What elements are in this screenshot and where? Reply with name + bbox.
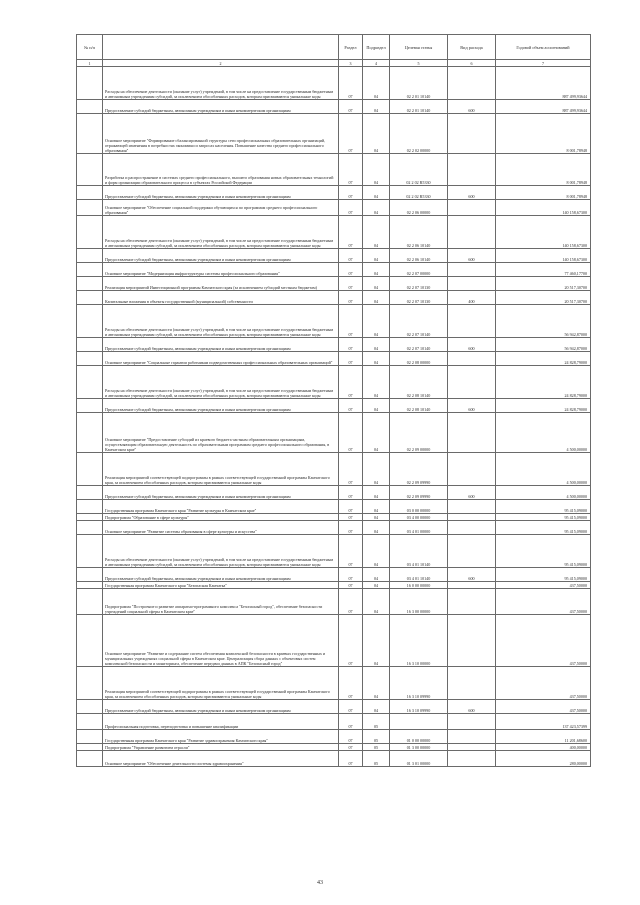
- cell-amount: 8 001,78948: [496, 154, 591, 186]
- cell-expense-type: [448, 615, 496, 667]
- cell-description: Расходы на обеспечение деятельности (оказание услуг) учреждений, в том числе на предоставление государственным бюджетным и автономным учреждениям субсидий, за исключением обособленных расходов, которым присваиваются уникальные коды: [103, 67, 339, 100]
- cell-expense-type: [448, 114, 496, 154]
- table-row: [77, 413, 591, 453]
- cell-no: [77, 399, 103, 413]
- table-row: [77, 100, 591, 114]
- cell-podrazdel: 04: [363, 568, 390, 582]
- table-row: [77, 453, 591, 486]
- cell-no: [77, 589, 103, 615]
- cell-amount: 4 500,00000: [496, 453, 591, 486]
- cell-target-article: 02 2 08 00000: [390, 352, 448, 366]
- cell-no: [77, 200, 103, 216]
- cell-target-article: 03 4 01 10140: [390, 568, 448, 582]
- header-annual-amount: Годовой объем ассигнований: [496, 35, 591, 60]
- cell-razdel: 07: [339, 399, 363, 413]
- table-row: [77, 667, 591, 700]
- cell-no: [77, 535, 103, 568]
- cell-target-article: 01 0 00 00000: [390, 730, 448, 744]
- header-target-article: Целевая статья: [390, 35, 448, 60]
- cell-description: Подпрограмма "Управление развитием отрасли": [103, 744, 339, 751]
- table-body: [77, 67, 591, 767]
- cell-no: [77, 751, 103, 767]
- table-row: [77, 277, 591, 291]
- cell-podrazdel: 04: [363, 249, 390, 263]
- column-number: 1: [77, 60, 103, 67]
- cell-target-article: 03 4 00 00000: [390, 514, 448, 521]
- table-row: [77, 399, 591, 413]
- cell-description: Основное мероприятие "Формирование сбалансированной структуры сети профессиональных образовательных организаций, отражающей изменения в потребностях экономики и запросах населения. Повышение качества среднего профессионального образования": [103, 114, 339, 154]
- cell-description: Государственная программа Камчатского края "Безопасная Камчатка": [103, 582, 339, 589]
- cell-target-article: 16 3 10 09990: [390, 700, 448, 714]
- cell-description: Основное мероприятие "Обеспечение деятельности системы здравоохранения": [103, 751, 339, 767]
- cell-razdel: 07: [339, 352, 363, 366]
- cell-podrazdel: 04: [363, 615, 390, 667]
- table-row: [77, 154, 591, 186]
- table-row: [77, 305, 591, 338]
- cell-expense-type: 600: [448, 249, 496, 263]
- cell-description: Основное мероприятие "Социальные гарантии работникам подведомственных профессиональных образовательных организаций": [103, 352, 339, 366]
- cell-no: [77, 744, 103, 751]
- cell-razdel: 07: [339, 589, 363, 615]
- cell-podrazdel: 04: [363, 500, 390, 514]
- cell-amount: 8 001,78948: [496, 114, 591, 154]
- cell-description: Профессиональная подготовка, переподготовка и повышение квалификации: [103, 714, 339, 730]
- cell-podrazdel: 04: [363, 305, 390, 338]
- cell-amount: 4 500,00000: [496, 486, 591, 500]
- cell-no: [77, 216, 103, 249]
- cell-expense-type: [448, 453, 496, 486]
- cell-amount: 887 499,93644: [496, 100, 591, 114]
- cell-podrazdel: 04: [363, 366, 390, 399]
- budget-table-sheet: [76, 34, 590, 767]
- cell-target-article: 02 2 07 10140: [390, 338, 448, 352]
- cell-amount: 95 415,09000: [496, 535, 591, 568]
- cell-description: Расходы на обеспечение деятельности (оказание услуг) учреждений, в том числе на предоставление государственным бюджетным и автономным учреждениям субсидий, за исключением обособленных расходов, которым присваиваются уникальные коды: [103, 305, 339, 338]
- cell-expense-type: [448, 514, 496, 521]
- cell-podrazdel: 04: [363, 521, 390, 535]
- cell-podrazdel: 04: [363, 486, 390, 500]
- column-number: 6: [448, 60, 496, 67]
- cell-description: Основное мероприятие "Предоставление субсидий из краевого бюджета частным образовательным организациям, осуществляющим образовательную деятельность по образовательным программам среднего профессионального образования, в Камчатском крае": [103, 413, 339, 453]
- cell-target-article: 02 2 09 09990: [390, 453, 448, 486]
- cell-razdel: 07: [339, 67, 363, 100]
- cell-description: Реализация мероприятий Инвестиционной программы Камчатского края (за исключением субсидий местным бюджетам): [103, 277, 339, 291]
- table-row: [77, 589, 591, 615]
- cell-no: [77, 730, 103, 744]
- cell-expense-type: [448, 200, 496, 216]
- cell-description: Государственная программа Камчатского края "Развитие здравоохранения Камчатского края": [103, 730, 339, 744]
- cell-description: Разработка и распространение в системах среднего профессионального, высшего образования новых образовательных технологий и форм организации образовательного процесса в субъектах Российской Федерации: [103, 154, 339, 186]
- cell-razdel: 07: [339, 667, 363, 700]
- table-row: [77, 186, 591, 200]
- cell-no: [77, 263, 103, 277]
- cell-amount: 95 415,09000: [496, 568, 591, 582]
- cell-podrazdel: 05: [363, 714, 390, 730]
- cell-podrazdel: 04: [363, 514, 390, 521]
- cell-amount: 11 201,68600: [496, 730, 591, 744]
- cell-razdel: 07: [339, 186, 363, 200]
- cell-description: Основное мероприятие "Модернизация инфраструктуры системы профессионального образования": [103, 263, 339, 277]
- cell-expense-type: [448, 730, 496, 744]
- cell-podrazdel: 04: [363, 186, 390, 200]
- cell-razdel: 07: [339, 714, 363, 730]
- cell-razdel: 07: [339, 744, 363, 751]
- cell-razdel: 07: [339, 535, 363, 568]
- cell-amount: 77 460,17700: [496, 263, 591, 277]
- cell-target-article: 02 2 06 00000: [390, 200, 448, 216]
- table-row: [77, 744, 591, 751]
- cell-no: [77, 667, 103, 700]
- table-row: [77, 582, 591, 589]
- cell-amount: 56 942,87000: [496, 338, 591, 352]
- cell-razdel: 07: [339, 413, 363, 453]
- cell-podrazdel: 04: [363, 100, 390, 114]
- cell-no: [77, 305, 103, 338]
- cell-razdel: 07: [339, 216, 363, 249]
- cell-description: Расходы на обеспечение деятельности (оказание услуг) учреждений, в том числе на предоставление государственным бюджетным и автономным учреждениям субсидий, за исключением обособленных расходов, которым присваиваются уникальные коды: [103, 366, 339, 399]
- cell-razdel: 07: [339, 751, 363, 767]
- cell-expense-type: [448, 154, 496, 186]
- cell-target-article: 02 2 01 10140: [390, 100, 448, 114]
- cell-description: Предоставление субсидий бюджетным, автономным учреждениям и иным некоммерческим организациям: [103, 700, 339, 714]
- column-number: 7: [496, 60, 591, 67]
- cell-target-article: 03 0 00 00000: [390, 500, 448, 514]
- cell-amount: 4 500,00000: [496, 413, 591, 453]
- cell-expense-type: 600: [448, 186, 496, 200]
- cell-no: [77, 521, 103, 535]
- cell-no: [77, 486, 103, 500]
- cell-razdel: 07: [339, 514, 363, 521]
- cell-amount: 20 517,30700: [496, 277, 591, 291]
- cell-amount: 95 415,09000: [496, 521, 591, 535]
- cell-description: Основное мероприятие "Обеспечение социальной поддержки обучающихся по программам среднего профессионального образования": [103, 200, 339, 216]
- cell-amount: 140 158,67300: [496, 216, 591, 249]
- cell-target-article: 02 2 01 10140: [390, 67, 448, 100]
- cell-podrazdel: 04: [363, 114, 390, 154]
- cell-razdel: 07: [339, 615, 363, 667]
- cell-amount: 24 828,79000: [496, 352, 591, 366]
- cell-podrazdel: 04: [363, 67, 390, 100]
- cell-expense-type: [448, 67, 496, 100]
- cell-amount: 437,50000: [496, 700, 591, 714]
- column-number: 2: [103, 60, 339, 67]
- cell-no: [77, 291, 103, 305]
- cell-razdel: 07: [339, 366, 363, 399]
- table-row: [77, 751, 591, 767]
- table-row: [77, 500, 591, 514]
- cell-podrazdel: 05: [363, 730, 390, 744]
- cell-description: Подпрограмма "Построение и развитие аппаратно-программного комплекса "Безопасный город", обеспечение безопасности учреждений социальной сферы в Камчатском крае": [103, 589, 339, 615]
- cell-expense-type: [448, 366, 496, 399]
- cell-description: Предоставление субсидий бюджетным, автономным учреждениям и иным некоммерческим организациям: [103, 399, 339, 413]
- cell-amount: 140 158,67300: [496, 200, 591, 216]
- cell-expense-type: [448, 751, 496, 767]
- cell-expense-type: [448, 589, 496, 615]
- cell-target-article: 03 4 01 10140: [390, 535, 448, 568]
- table-row: [77, 263, 591, 277]
- cell-target-article: 02 2 08 10140: [390, 366, 448, 399]
- cell-target-article: 16 3 10 00000: [390, 615, 448, 667]
- cell-description: Государственная программа Камчатского края "Развитие культуры в Камчатском крае": [103, 500, 339, 514]
- table-row: [77, 67, 591, 100]
- table-row: [77, 615, 591, 667]
- cell-expense-type: 600: [448, 338, 496, 352]
- cell-amount: 24 828,79000: [496, 399, 591, 413]
- cell-target-article: 02 2 02 R5330: [390, 186, 448, 200]
- cell-description: Реализация мероприятий соответствующей подпрограммы в рамках соответствующей государственной программы Камчатского края, за исключением обособленных расходов, которым присваиваются уникальные коды: [103, 453, 339, 486]
- cell-target-article: 03 4 01 00000: [390, 521, 448, 535]
- cell-podrazdel: 05: [363, 744, 390, 751]
- cell-target-article: 02 2 02 R5330: [390, 154, 448, 186]
- cell-razdel: 07: [339, 114, 363, 154]
- cell-target-article: 02 2 07 10130: [390, 291, 448, 305]
- cell-podrazdel: 04: [363, 263, 390, 277]
- cell-amount: 95 415,09000: [496, 514, 591, 521]
- cell-razdel: 07: [339, 291, 363, 305]
- cell-podrazdel: 04: [363, 667, 390, 700]
- cell-target-article: 02 2 06 10140: [390, 249, 448, 263]
- column-numbers-row: [77, 60, 591, 67]
- cell-expense-type: [448, 500, 496, 514]
- cell-podrazdel: 04: [363, 216, 390, 249]
- cell-expense-type: [448, 744, 496, 751]
- cell-description: Предоставление субсидий бюджетным, автономным учреждениям и иным некоммерческим организациям: [103, 249, 339, 263]
- cell-target-article: 02 2 09 00000: [390, 413, 448, 453]
- cell-razdel: 07: [339, 700, 363, 714]
- cell-expense-type: [448, 216, 496, 249]
- cell-expense-type: [448, 413, 496, 453]
- cell-expense-type: 600: [448, 700, 496, 714]
- cell-amount: 24 828,79000: [496, 366, 591, 399]
- cell-podrazdel: 04: [363, 277, 390, 291]
- table-row: [77, 200, 591, 216]
- column-number: 4: [363, 60, 390, 67]
- cell-amount: 437,50000: [496, 582, 591, 589]
- cell-description: Расходы на обеспечение деятельности (оказание услуг) учреждений, в том числе на предоставление государственным бюджетным и автономным учреждениям субсидий, за исключением обособленных расходов, которым присваиваются уникальные коды: [103, 216, 339, 249]
- cell-expense-type: 600: [448, 399, 496, 413]
- table-row: [77, 338, 591, 352]
- table-row: [77, 291, 591, 305]
- cell-no: [77, 413, 103, 453]
- budget-table: [76, 34, 591, 767]
- cell-amount: 95 415,09000: [496, 500, 591, 514]
- cell-amount: 137 423,57399: [496, 714, 591, 730]
- cell-no: [77, 514, 103, 521]
- cell-amount: 140 158,67300: [496, 249, 591, 263]
- cell-target-article: 02 2 09 09990: [390, 486, 448, 500]
- cell-no: [77, 568, 103, 582]
- cell-podrazdel: 04: [363, 582, 390, 589]
- cell-no: [77, 714, 103, 730]
- cell-target-article: 02 2 07 00000: [390, 263, 448, 277]
- cell-podrazdel: 04: [363, 154, 390, 186]
- cell-razdel: 07: [339, 154, 363, 186]
- cell-expense-type: 600: [448, 100, 496, 114]
- cell-no: [77, 500, 103, 514]
- cell-expense-type: [448, 263, 496, 277]
- table-row: [77, 714, 591, 730]
- cell-razdel: 07: [339, 568, 363, 582]
- cell-no: [77, 366, 103, 399]
- cell-amount: 20 517,30700: [496, 291, 591, 305]
- cell-razdel: 07: [339, 249, 363, 263]
- cell-description: Расходы на обеспечение деятельности (оказание услуг) учреждений, в том числе на предоставление государственным бюджетным и автономным учреждениям субсидий, за исключением обособленных расходов, которым присваиваются уникальные коды: [103, 535, 339, 568]
- cell-razdel: 07: [339, 305, 363, 338]
- cell-description: Подпрограмма "Образование в сфере культуры": [103, 514, 339, 521]
- cell-target-article: [390, 714, 448, 730]
- cell-no: [77, 154, 103, 186]
- page-number: 43: [317, 880, 323, 886]
- cell-razdel: 07: [339, 100, 363, 114]
- cell-razdel: 07: [339, 263, 363, 277]
- cell-razdel: 07: [339, 521, 363, 535]
- cell-target-article: 16 3 00 00000: [390, 589, 448, 615]
- cell-target-article: 02 2 07 10130: [390, 277, 448, 291]
- cell-amount: 887 499,93644: [496, 67, 591, 100]
- cell-target-article: 01 3 01 00000: [390, 751, 448, 767]
- table-row: [77, 114, 591, 154]
- table-row: [77, 730, 591, 744]
- cell-no: [77, 338, 103, 352]
- cell-razdel: 07: [339, 338, 363, 352]
- table-row: [77, 249, 591, 263]
- header-name: [103, 35, 339, 60]
- cell-description: Капитальные вложения в объекты государственной (муниципальной) собственности: [103, 291, 339, 305]
- cell-amount: 56 942,87000: [496, 305, 591, 338]
- cell-podrazdel: 04: [363, 535, 390, 568]
- cell-target-article: 02 2 07 10140: [390, 305, 448, 338]
- cell-no: [77, 453, 103, 486]
- cell-podrazdel: 04: [363, 453, 390, 486]
- cell-expense-type: 600: [448, 486, 496, 500]
- cell-amount: 437,50000: [496, 589, 591, 615]
- cell-razdel: 07: [339, 453, 363, 486]
- table-row: [77, 521, 591, 535]
- cell-razdel: 07: [339, 582, 363, 589]
- cell-no: [77, 67, 103, 100]
- table-row: [77, 366, 591, 399]
- header-razdel: Раздел: [339, 35, 363, 60]
- cell-description: Предоставление субсидий бюджетным, автономным учреждениям и иным некоммерческим организациям: [103, 186, 339, 200]
- cell-target-article: 02 2 06 10140: [390, 216, 448, 249]
- cell-expense-type: 600: [448, 568, 496, 582]
- cell-razdel: 07: [339, 277, 363, 291]
- cell-expense-type: 400: [448, 291, 496, 305]
- cell-expense-type: [448, 352, 496, 366]
- cell-description: Предоставление субсидий бюджетным, автономным учреждениям и иным некоммерческим организациям: [103, 100, 339, 114]
- header-no: № п/п: [77, 35, 103, 60]
- cell-expense-type: [448, 714, 496, 730]
- cell-amount: 8 001,78948: [496, 186, 591, 200]
- cell-expense-type: [448, 277, 496, 291]
- header-expense-type: Вид расхода: [448, 35, 496, 60]
- cell-podrazdel: 04: [363, 291, 390, 305]
- table-row: [77, 486, 591, 500]
- cell-podrazdel: 05: [363, 751, 390, 767]
- cell-no: [77, 114, 103, 154]
- table-row: [77, 568, 591, 582]
- table-header-row: [77, 35, 591, 60]
- cell-description: Основное мероприятие "Развитие системы образования в сфере культуры и искусства": [103, 521, 339, 535]
- cell-no: [77, 249, 103, 263]
- table-row: [77, 535, 591, 568]
- cell-podrazdel: 04: [363, 589, 390, 615]
- cell-razdel: 07: [339, 500, 363, 514]
- cell-target-article: 16 3 10 09990: [390, 667, 448, 700]
- table-row: [77, 514, 591, 521]
- table-row: [77, 352, 591, 366]
- cell-expense-type: [448, 582, 496, 589]
- cell-amount: 437,50000: [496, 667, 591, 700]
- cell-amount: 437,50000: [496, 615, 591, 667]
- cell-no: [77, 352, 103, 366]
- cell-no: [77, 100, 103, 114]
- cell-description: Реализация мероприятий соответствующей подпрограммы в рамках соответствующей государственной программы Камчатского края, за исключением обособленных расходов, которым присваиваются уникальные коды: [103, 667, 339, 700]
- cell-description: Предоставление субсидий бюджетным, автономным учреждениям и иным некоммерческим организациям: [103, 568, 339, 582]
- cell-podrazdel: 04: [363, 700, 390, 714]
- cell-razdel: 07: [339, 486, 363, 500]
- cell-no: [77, 700, 103, 714]
- cell-razdel: 07: [339, 730, 363, 744]
- cell-amount: 280,00000: [496, 751, 591, 767]
- cell-target-article: 16 0 00 00000: [390, 582, 448, 589]
- cell-target-article: 01 3 00 00000: [390, 744, 448, 751]
- cell-no: [77, 582, 103, 589]
- cell-amount: 400,00000: [496, 744, 591, 751]
- cell-expense-type: [448, 535, 496, 568]
- table-row: [77, 700, 591, 714]
- cell-no: [77, 277, 103, 291]
- cell-description: Основное мероприятие "Развитие и содержание систем обеспечения комплексной безопасности в краевых государственных и муниципальных учреждениях социальной сферы в Камчатском крае. Централизация сбора данных с объектовых систем комплексной безопасности и мониторинга, обеспечение передачи данных в АПК "Безопасный город": [103, 615, 339, 667]
- cell-razdel: 07: [339, 200, 363, 216]
- cell-expense-type: [448, 305, 496, 338]
- cell-podrazdel: 04: [363, 200, 390, 216]
- cell-target-article: 02 2 02 00000: [390, 114, 448, 154]
- cell-expense-type: [448, 521, 496, 535]
- cell-description: Предоставление субсидий бюджетным, автономным учреждениям и иным некоммерческим организациям: [103, 338, 339, 352]
- cell-podrazdel: 04: [363, 399, 390, 413]
- cell-expense-type: [448, 667, 496, 700]
- cell-podrazdel: 04: [363, 413, 390, 453]
- table-row: [77, 216, 591, 249]
- cell-no: [77, 186, 103, 200]
- cell-target-article: 02 2 08 10140: [390, 399, 448, 413]
- header-podrazdel: Подраздел: [363, 35, 390, 60]
- cell-no: [77, 615, 103, 667]
- cell-podrazdel: 04: [363, 338, 390, 352]
- cell-podrazdel: 04: [363, 352, 390, 366]
- column-number: 5: [390, 60, 448, 67]
- column-number: 3: [339, 60, 363, 67]
- cell-description: Предоставление субсидий бюджетным, автономным учреждениям и иным некоммерческим организациям: [103, 486, 339, 500]
